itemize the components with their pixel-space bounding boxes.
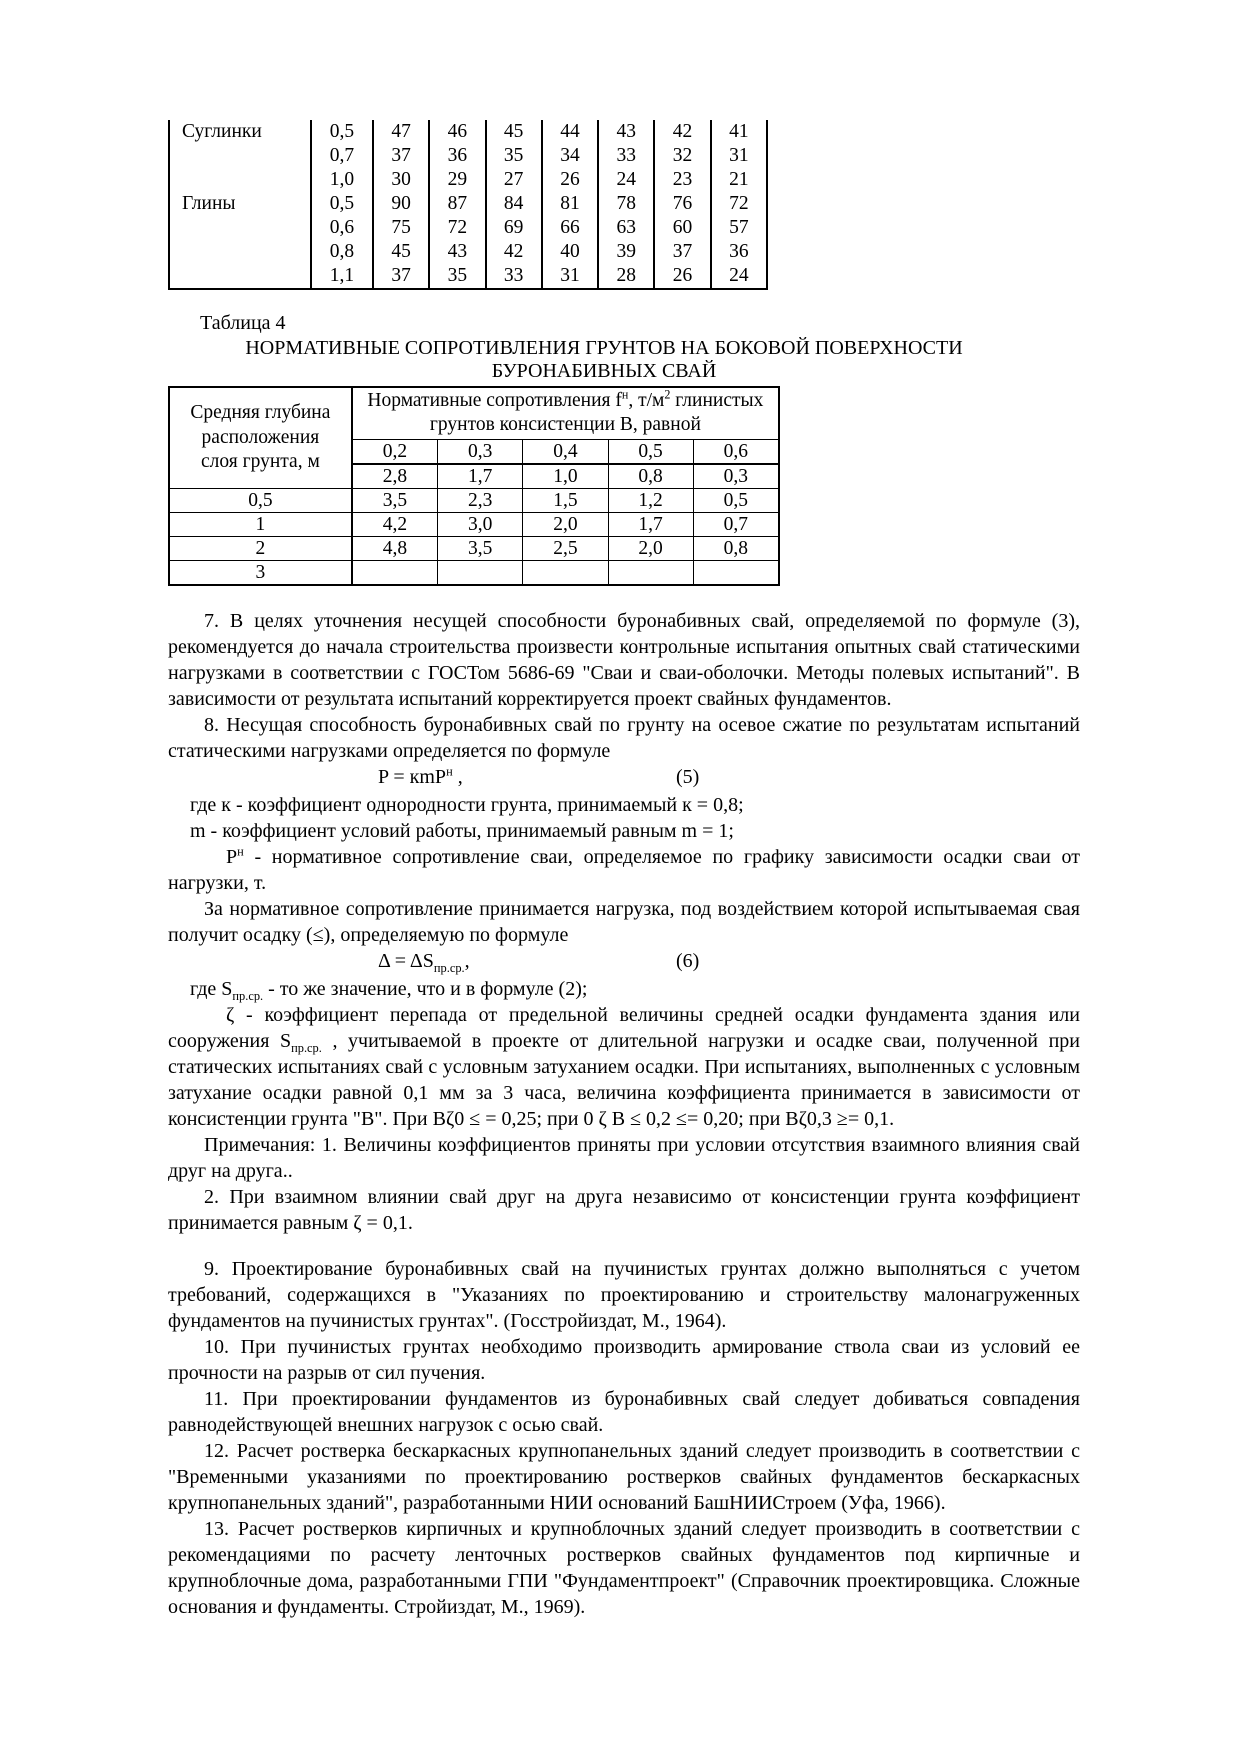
table-4-subheader-cell: 0,6 xyxy=(693,439,779,464)
value-cell: 41 xyxy=(711,120,767,144)
table-4-title-line-1: НОРМАТИВНЫЕ СОПРОТИВЛЕНИЯ ГРУНТОВ НА БОКОВОЙ ПОВЕРХНОСТИ xyxy=(245,337,963,359)
depth-cell: 0,5 xyxy=(169,488,352,512)
value-cell: 23 xyxy=(654,168,710,192)
value-cell: 3,0 xyxy=(438,512,523,536)
formula-6-expression xyxy=(378,948,470,974)
value-cell: 84 xyxy=(486,192,542,216)
value-cell: 0,3 xyxy=(693,464,779,489)
value-cell: 24 xyxy=(598,168,654,192)
value-cell: 4,8 xyxy=(352,536,438,560)
definition-s-post: - то же значение, что и в формуле (2); xyxy=(263,977,588,1000)
depth-cell: 1 xyxy=(169,512,352,536)
value-cell: 26 xyxy=(654,264,710,289)
value-cell: 87 xyxy=(429,192,485,216)
value-cell: 72 xyxy=(429,216,485,240)
value-cell: 2,0 xyxy=(608,536,693,560)
value-cell: 24 xyxy=(711,264,767,289)
table-4 xyxy=(168,386,780,586)
superscript-n: н xyxy=(621,387,629,402)
depth-cell: 0,8 xyxy=(311,240,373,264)
value-cell-empty xyxy=(523,560,608,585)
table-row xyxy=(169,536,779,560)
formula-6-tail: , xyxy=(464,949,470,972)
header-depth-line-1: Средняя глубина xyxy=(190,402,331,424)
header-span-line-2: грунтов консистенции В, равной xyxy=(429,414,701,436)
value-cell: 1,7 xyxy=(438,464,523,489)
paragraph-13: 13. Расчет ростверков кирпичных и крупноблочных зданий следует производить в соответствии с рекомендациями по расчету ленточных ростверков свайных фундаментов под кирпичные и крупноблочные дома, разработанными ГПИ "Фундаментпроект" (Справочник проектировщика. Сложные основания и фундаменты. Стройиздат, М., 1969). xyxy=(168,1517,1080,1618)
value-cell: 4,2 xyxy=(352,512,438,536)
value-cell: 2,3 xyxy=(438,488,523,512)
value-cell: 60 xyxy=(654,216,710,240)
table-row xyxy=(169,488,779,512)
table-4-header-span-cell xyxy=(352,387,779,439)
definition-s-pre: где S xyxy=(190,977,233,1000)
value-cell: 36 xyxy=(429,144,485,168)
paragraph-11: 11. При проектировании фундаментов из буронабивных свай следует добиваться совпадения равнодействующей внешних нагрузок с осью свай. xyxy=(168,1387,1080,1436)
soil-name-cell: Суглинки xyxy=(169,120,311,144)
table-row xyxy=(169,168,767,192)
soil-name-cell xyxy=(169,240,311,264)
value-cell: 40 xyxy=(542,240,598,264)
value-cell: 21 xyxy=(711,168,767,192)
value-cell: 35 xyxy=(486,144,542,168)
soil-name-cell xyxy=(169,168,311,192)
table-4-body xyxy=(169,387,779,585)
value-cell: 0,8 xyxy=(608,464,693,489)
superscript-n: н xyxy=(446,764,453,779)
header-span-line-1 xyxy=(356,389,775,413)
depth-cell: 3 xyxy=(169,560,352,585)
value-cell: 0,7 xyxy=(693,512,779,536)
table-4-subheader-cell: 0,5 xyxy=(608,439,693,464)
paragraph-9: 9. Проектирование буронабивных свай на пучинистых грунтах должно выполняться с учетом требований, содержащихся в "Указаниях по проектированию и строительству малонагруженных фундаментов на пучинистых грунтах". (Госстройиздат, М., 1964). xyxy=(168,1257,1080,1332)
table-3-body xyxy=(169,120,767,289)
value-cell: 29 xyxy=(429,168,485,192)
depth-cell: 0,5 xyxy=(311,120,373,144)
value-cell: 36 xyxy=(711,240,767,264)
formula-6-text: Δ = ΔS xyxy=(378,949,434,972)
table-row xyxy=(169,560,779,585)
value-cell-empty xyxy=(608,560,693,585)
definition-pn-text: - нормативное сопротивление сваи, определяемое по графику зависимости осадки сваи от нагрузки, т. xyxy=(168,845,1080,894)
table-row xyxy=(169,264,767,289)
paragraph-8: 8. Несущая способность буронабивных свай по грунту на осевое сжатие по результатам испытаний статическими нагрузками определяется по формуле xyxy=(168,713,1080,762)
paragraph-za: За нормативное сопротивление принимается нагрузка, под воздействием которой испытываемая свая получит осадку (≤), определяемую по формуле xyxy=(168,897,1080,946)
value-cell-empty xyxy=(438,560,523,585)
value-cell: 42 xyxy=(486,240,542,264)
value-cell: 31 xyxy=(542,264,598,289)
soil-name-cell xyxy=(169,216,311,240)
value-cell: 39 xyxy=(598,240,654,264)
paragraph-10: 10. При пучинистых грунтах необходимо производить армирование ствола сваи из условий ее прочности на разрыв от сил пучения. xyxy=(168,1335,1080,1384)
value-cell: 32 xyxy=(654,144,710,168)
value-cell: 43 xyxy=(598,120,654,144)
value-cell: 66 xyxy=(542,216,598,240)
header-span-text-b: , т/м xyxy=(628,390,665,411)
value-cell: 28 xyxy=(598,264,654,289)
formula-6-row xyxy=(168,948,1080,976)
value-cell: 3,5 xyxy=(352,488,438,512)
value-cell: 69 xyxy=(486,216,542,240)
value-cell: 34 xyxy=(542,144,598,168)
value-cell: 43 xyxy=(429,240,485,264)
value-cell: 33 xyxy=(486,264,542,289)
subscript-pr-sr: пр.ср. xyxy=(433,960,465,975)
header-span-text-a: Нормативные сопротивления f xyxy=(367,390,622,411)
value-cell: 3,5 xyxy=(438,536,523,560)
value-cell: 26 xyxy=(542,168,598,192)
table-4-title-line-2: БУРОНАБИВНЫХ СВАЙ xyxy=(491,360,717,382)
paragraph-zeta xyxy=(168,1002,1080,1132)
value-cell: 75 xyxy=(373,216,429,240)
definition-k: где к - коэффициент однородности грунта, принимаемый к = 0,8; xyxy=(190,793,744,816)
subscript-pr-sr: пр.ср. xyxy=(232,988,264,1003)
table-4-subheader-cell: 0,3 xyxy=(438,439,523,464)
depth-cell: 2 xyxy=(169,536,352,560)
value-cell: 0,5 xyxy=(693,488,779,512)
paragraph-7: 7. В целях уточнения несущей способности буронабивных свай, определяемой по формуле (3), рекомендуется до начала строительства произвести контрольные испытания опытных свай статическими нагрузками в соответствии с ГОСТом 5686-69 "Сваи и сваи-оболочки. Методы полевых испытаний". В зависимости от результата испытаний корректируется проект свайных фундаментов. xyxy=(168,609,1080,710)
table-3-continuation xyxy=(168,120,768,290)
table-row xyxy=(169,192,767,216)
value-cell: 27 xyxy=(486,168,542,192)
paragraph-zeta-post: , учитываемой в проекте от длительной нагрузки и осадке сваи, полученной при статических испытаниях свай с условным затуханием осадки. При испытаниях, выполненных с условным затухание осадки равной 0,1 мм за 3 часа, величина коэффициента принимается в зависимости от консистенции грунта "В". При Вζ0 ≤ = 0,25; при 0 ζ В ≤ 0,2 ≤= 0,20; при Вζ0,3 ≥= 0,1. xyxy=(168,1029,1080,1130)
formula-5-number: (5) xyxy=(676,765,700,788)
definition-m: m - коэффициент условий работы, принимаемый равным m = 1; xyxy=(190,819,734,842)
value-cell: 2,0 xyxy=(523,512,608,536)
value-cell: 46 xyxy=(429,120,485,144)
header-depth-line-3: слоя грунта, м xyxy=(201,451,320,473)
value-cell: 76 xyxy=(654,192,710,216)
soil-name-cell: Глины xyxy=(169,192,311,216)
formula-5-row xyxy=(168,764,1080,792)
formula-5-text: P = кmP xyxy=(378,765,447,788)
subscript-pr-sr: пр.ср. xyxy=(291,1040,322,1055)
value-cell: 1,5 xyxy=(523,488,608,512)
table-4-title xyxy=(168,337,1080,383)
value-cell: 1,7 xyxy=(608,512,693,536)
value-cell: 35 xyxy=(429,264,485,289)
value-cell-empty xyxy=(693,560,779,585)
table-row xyxy=(169,144,767,168)
value-cell: 42 xyxy=(654,120,710,144)
formula-6-number: (6) xyxy=(676,949,700,972)
depth-cell: 1,1 xyxy=(311,264,373,289)
header-depth-line-2: расположения xyxy=(201,426,320,448)
value-cell: 45 xyxy=(373,240,429,264)
definition-pn-symbol: P xyxy=(226,845,238,868)
formula-5-expression xyxy=(378,764,463,790)
value-cell: 1,0 xyxy=(523,464,608,489)
depth-cell: 1,0 xyxy=(311,168,373,192)
value-cell: 81 xyxy=(542,192,598,216)
table-4-number: Таблица 4 xyxy=(200,312,286,334)
value-cell: 44 xyxy=(542,120,598,144)
table-4-subheader-cell: 0,4 xyxy=(523,439,608,464)
value-cell: 47 xyxy=(373,120,429,144)
value-cell-empty xyxy=(352,560,438,585)
value-cell: 2,8 xyxy=(352,464,438,489)
paragraph-12: 12. Расчет ростверка бескаркасных крупнопанельных зданий следует производить в соответствии с "Временными указаниями по проектированию ростверков свайных фундаментов бескаркасных крупнопанельных зданий", разработанными НИИ оснований БашНИИСтроем (Уфа, 1966). xyxy=(168,1439,1080,1514)
value-cell: 33 xyxy=(598,144,654,168)
header-span-text-c: глинистых xyxy=(670,390,764,411)
value-cell: 1,2 xyxy=(608,488,693,512)
value-cell: 90 xyxy=(373,192,429,216)
value-cell: 63 xyxy=(598,216,654,240)
document-body xyxy=(168,608,1080,1620)
soil-name-cell xyxy=(169,264,311,289)
table-row xyxy=(169,240,767,264)
value-cell: 37 xyxy=(373,264,429,289)
note-1: Примечания: 1. Величины коэффициентов приняты при условии отсутствия взаимного влияния свай друг на друга.. xyxy=(168,1133,1080,1182)
value-cell: 45 xyxy=(486,120,542,144)
depth-cell: 0,6 xyxy=(311,216,373,240)
table-row xyxy=(169,216,767,240)
value-cell: 57 xyxy=(711,216,767,240)
soil-name-cell xyxy=(169,144,311,168)
value-cell: 30 xyxy=(373,168,429,192)
paragraph-spacer xyxy=(168,1236,1080,1256)
value-cell: 31 xyxy=(711,144,767,168)
formula-5-tail: , xyxy=(452,765,463,788)
note-2: 2. При взаимном влиянии свай друг на друга независимо от консистенции грунта коэффициент принимается равным ζ = 0,1. xyxy=(168,1185,1080,1234)
table-4-header-depth-cell xyxy=(169,387,352,488)
depth-cell: 0,7 xyxy=(311,144,373,168)
definition-s xyxy=(168,976,1080,1002)
value-cell: 0,8 xyxy=(693,536,779,560)
value-cell: 72 xyxy=(711,192,767,216)
paragraph-zeta-pre: ζ - коэффициент перепада от предельной величины средней осадки фундамента здания или сооружения S xyxy=(168,1003,1080,1052)
value-cell: 37 xyxy=(373,144,429,168)
table-4-header-row-1 xyxy=(169,387,779,439)
depth-cell: 0,5 xyxy=(311,192,373,216)
table-row xyxy=(169,512,779,536)
value-cell: 78 xyxy=(598,192,654,216)
definition-pn xyxy=(168,844,1080,896)
superscript-2: 2 xyxy=(664,387,671,402)
table-4-subheader-cell: 0,2 xyxy=(352,439,438,464)
value-cell: 2,5 xyxy=(523,536,608,560)
superscript-n: н xyxy=(237,844,244,859)
table-row xyxy=(169,120,767,144)
value-cell: 37 xyxy=(654,240,710,264)
